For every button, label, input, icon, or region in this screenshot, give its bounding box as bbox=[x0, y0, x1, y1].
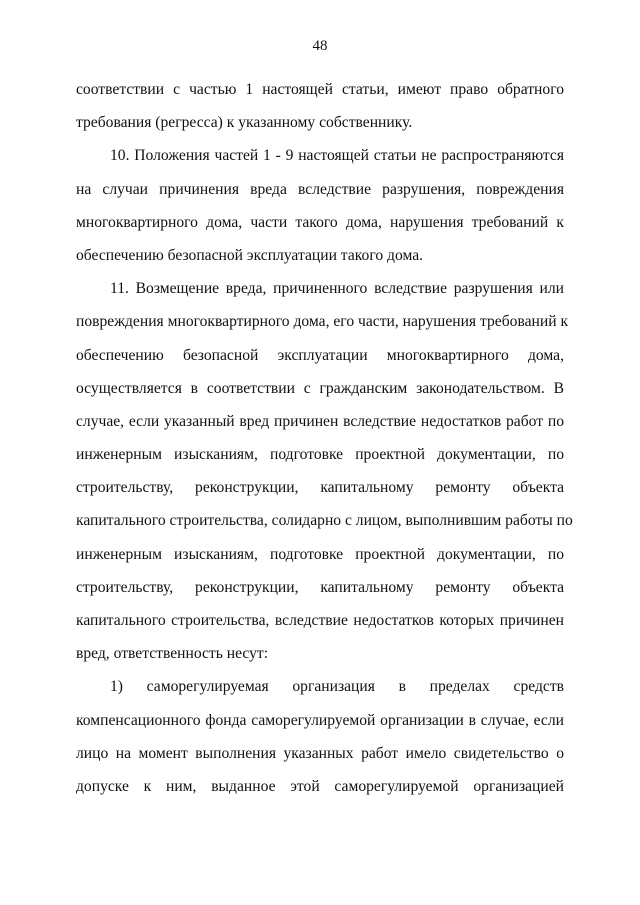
text-line: 10. Положения частей 1 - 9 настоящей статьи не распространяются bbox=[110, 147, 564, 165]
text-line: на случаи причинения вреда вследствие разрушения, повреждения bbox=[76, 180, 564, 198]
text-line: капитального строительства, солидарно с лицом, выполнившим работы по bbox=[76, 512, 573, 530]
text-line: 1) саморегулируемая организация в пределах средств bbox=[110, 678, 564, 696]
document-body bbox=[76, 73, 573, 803]
text-line: компенсационного фонда саморегулируемой организации в случае, если bbox=[76, 711, 564, 729]
text-line: капитального строительства, вследствие недостатков которых причинен bbox=[76, 612, 564, 629]
text-line: требования (регресса) к указанному собственнику. bbox=[76, 114, 413, 132]
text-line: допуске к ним, выданное этой саморегулируемой организацией bbox=[76, 777, 564, 795]
text-line: соответствии с частью 1 настоящей статьи, имеют право обратного bbox=[76, 81, 564, 98]
text-line: обеспечению безопасной эксплуатации многоквартирного дома, bbox=[76, 346, 564, 364]
text-line: повреждения многоквартирного дома, его части, нарушения требований к bbox=[76, 313, 569, 331]
text-line: обеспечению безопасной эксплуатации такого дома. bbox=[76, 246, 424, 264]
text-line: строительству, реконструкции, капитальному ремонту объекта bbox=[76, 578, 564, 596]
text-line: инженерным изысканиям, подготовке проектной документации, по bbox=[76, 545, 564, 563]
text-line: вред, ответственность несут: bbox=[76, 645, 269, 663]
text-line: 11. Возмещение вреда, причиненного вследствие разрушения или bbox=[110, 280, 564, 298]
text-line: случае, если указанный вред причинен вследствие недостатков работ по bbox=[76, 412, 564, 430]
text-line: инженерным изысканиям, подготовке проектной документации, по bbox=[76, 446, 564, 464]
text-line: многоквартирного дома, части такого дома, нарушения требований к bbox=[76, 213, 564, 231]
text-line: осуществляется в соответствии с гражданским законодательством. В bbox=[76, 379, 564, 397]
text-line: лицо на момент выполнения указанных работ имело свидетельство о bbox=[76, 744, 564, 762]
page-number: 48 bbox=[312, 38, 328, 54]
text-line: строительству, реконструкции, капитальному ремонту объекта bbox=[76, 479, 564, 497]
